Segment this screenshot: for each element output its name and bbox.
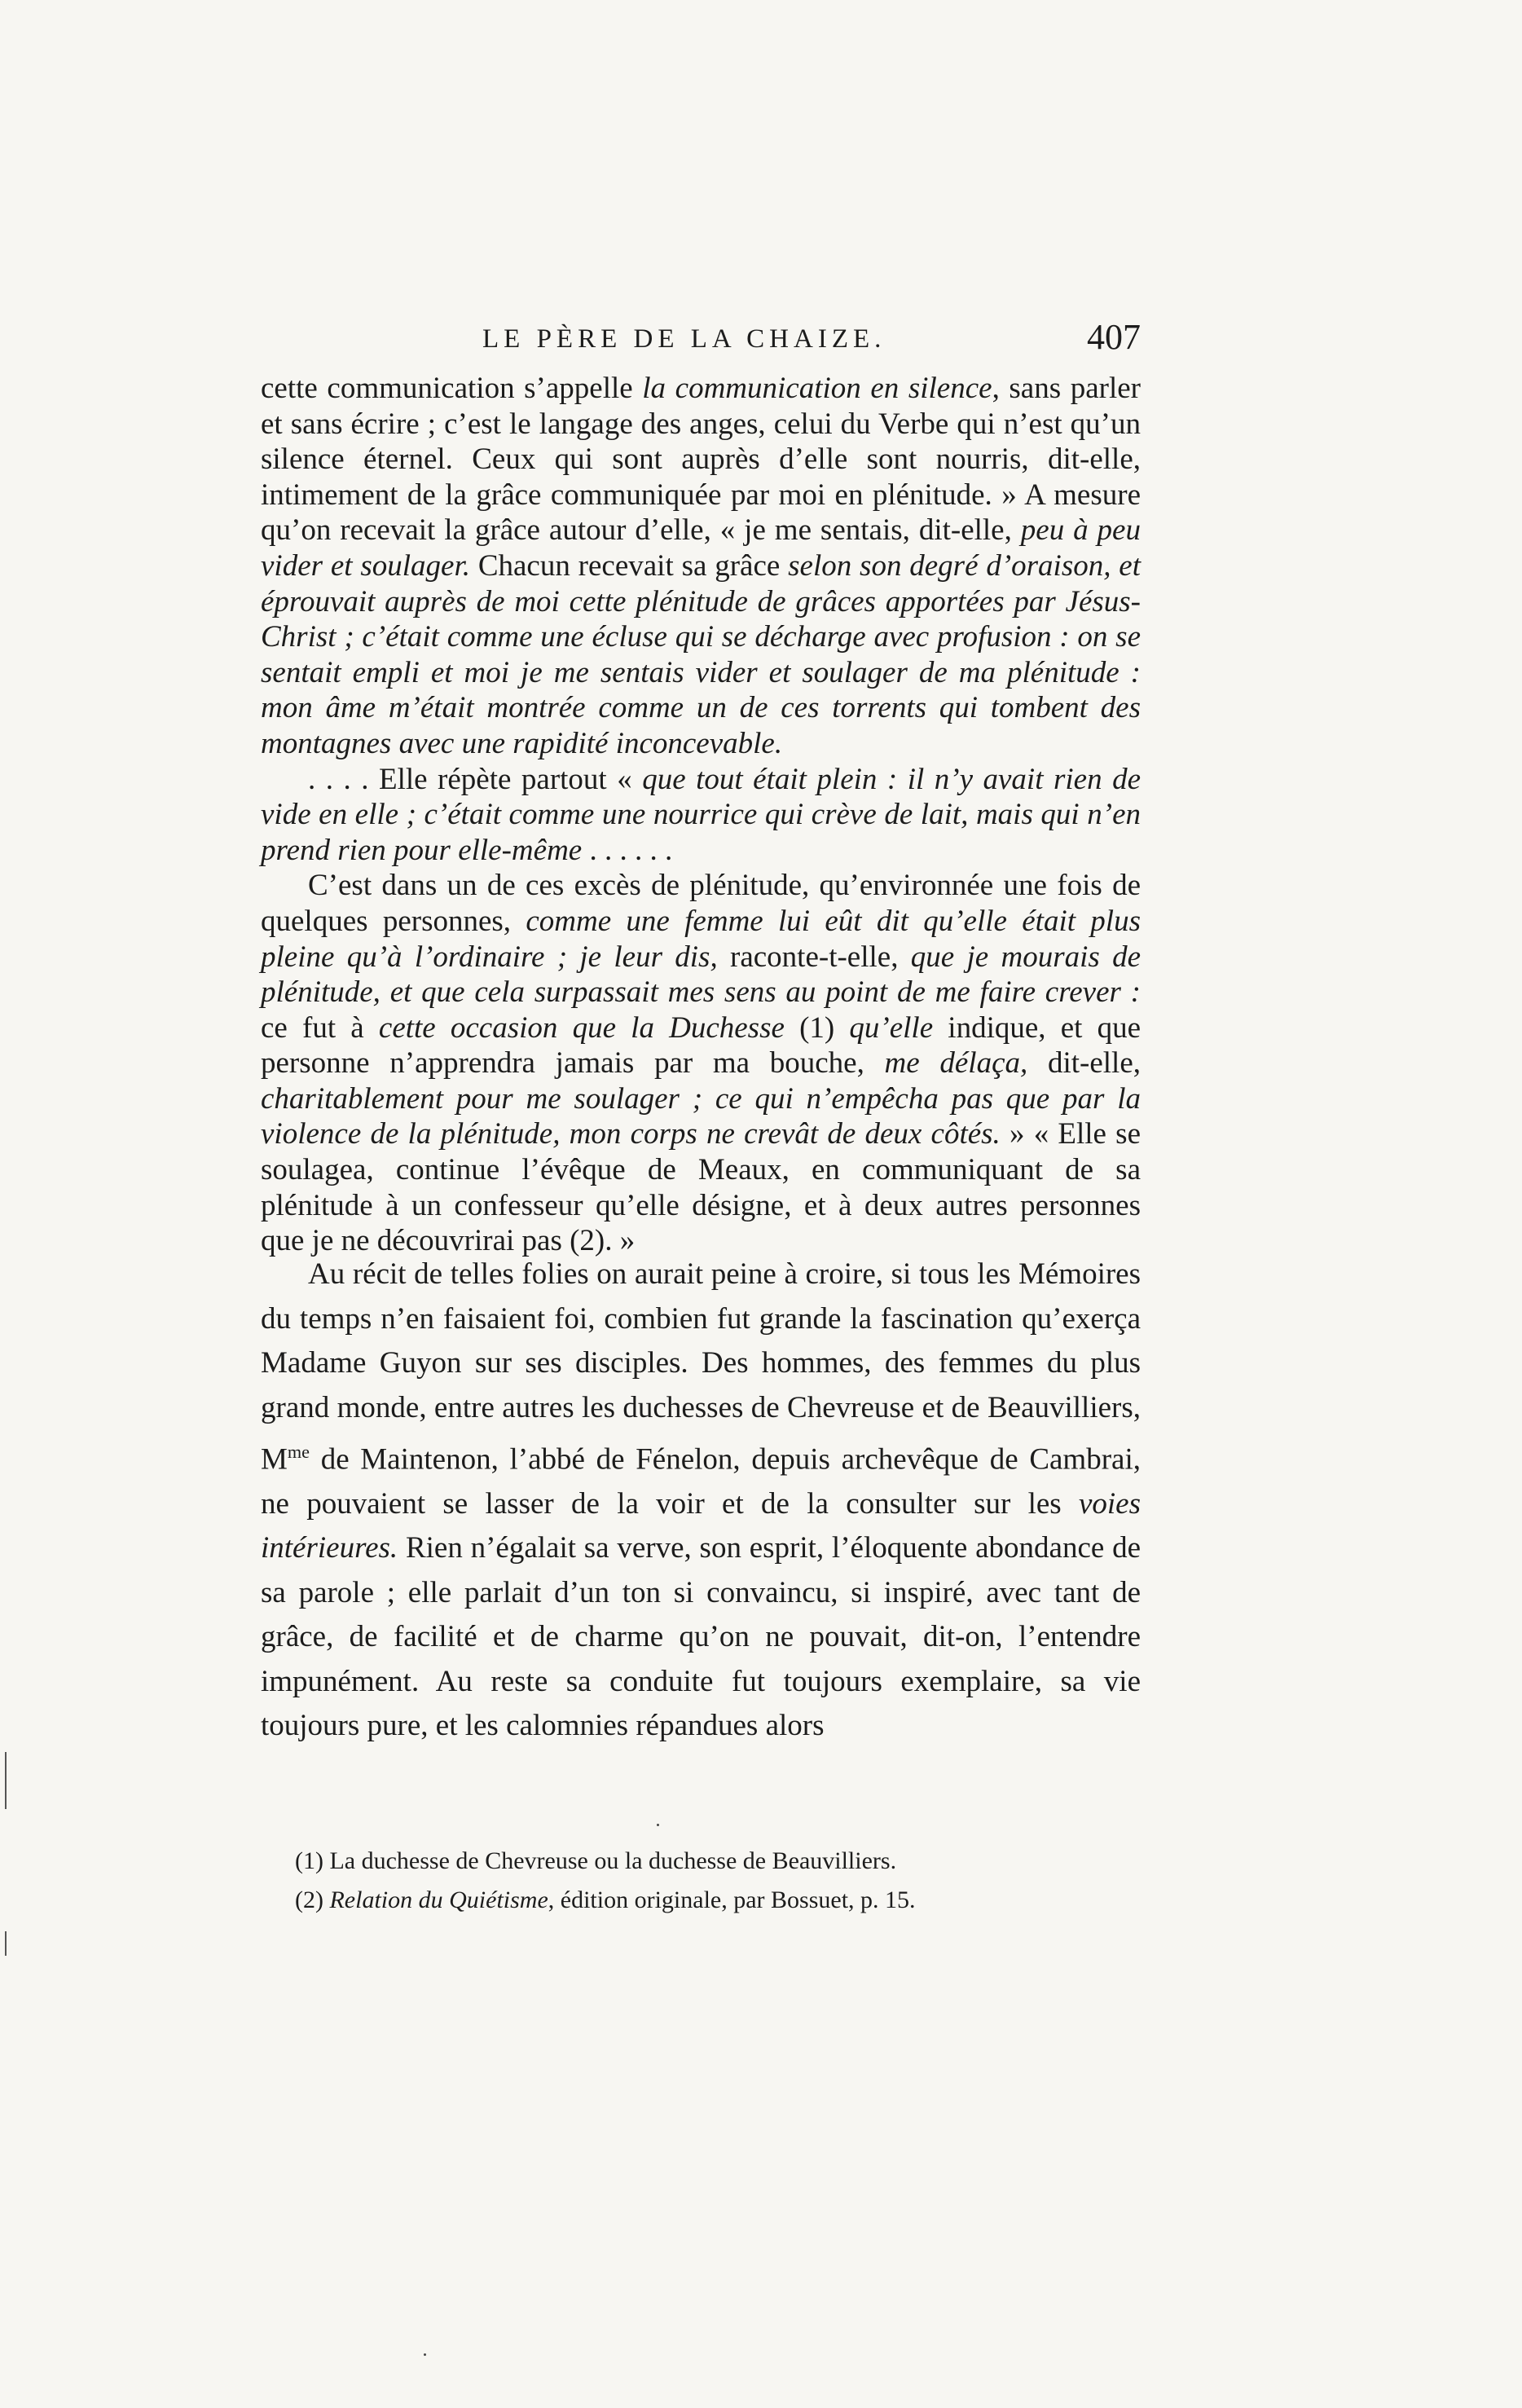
quote-paragraph-3: C’est dans un de ces excès de plénitude, qu’environnée une fois de quelques personnes, comme une femme lui eût dit qu’elle était plus pleine qu’à l’ordinaire ; je leur dis, raconte-t-elle, que je mourais de plénitude, et que cela surpassait mes sens au point de me faire crever : ce fut à cette occasion que la Duchesse (1) qu’elle indique, et que personne n’apprendra jamais par ma bouche, me délaça, dit-elle, charitablement pour me soulager ; ce qui n’empêcha pas que par la violence de la plénitude, mon corps ne crevât de deux côtés. » « Elle se soulagea, continue l’évêque de Meaux, en communiquant de sa plénitude à un confesseur qu’elle désigne, et à deux autres personnes que je ne découvrirai pas (2). » <box>261 869 1141 1258</box>
quoted-passage <box>261 371 1141 1259</box>
running-title: LE PÈRE DE LA CHAIZE. <box>482 324 886 354</box>
scan-margin-mark <box>5 1752 7 1809</box>
page-number: 407 <box>1087 317 1141 357</box>
footnote-2: (2) Relation du Quiétisme, édition originale, par Bossuet, p. 15. <box>295 1886 916 1913</box>
body-paragraph-1: Au récit de telles folies on aurait peine à croire, si tous les Mémoires du temps n’en faisaient foi, combien fut grande la fascination qu’exerça Madame Guyon sur ses disciples. Des hommes, des femmes du plus grand monde, entre autres les duchesses de Chevreuse et de Beauvilliers, $M^{me}$ de Maintenon, l’abbé de Fénelon, depuis archevêque de Cambrai, ne pouvaient se lasser de la voir et de la consulter sur les voies intérieures. Rien n’égalait sa verve, son esprit, l’éloquente abondance de sa parole ; elle parlait d’un ton si convaincu, si inspiré, avec tant de grâce, de facilité et de charme qu’on ne pouvait, dit-on, l’entendre impunément. Au reste sa conduite fut toujours exemplaire, sa vie toujours pure, et les calomnies répandues alors <box>261 1257 1141 1743</box>
running-header <box>261 316 1141 365</box>
body-text <box>261 1252 1141 1749</box>
scan-margin-mark <box>5 1931 7 1956</box>
footnotes <box>295 1842 1142 1920</box>
footnote-1: (1) La duchesse de Chevreuse ou la duchesse de Beauvilliers. <box>295 1847 897 1874</box>
quote-paragraph-1: cette communication s’appelle la communication en silence, sans parler et sans écrire ; c’est le langage des anges, celui du Verbe qui n’est qu’un silence éternel. Ceux qui sont auprès d’elle sont nourris, dit-elle, intimement de la grâce communiquée par moi en plénitude. » A mesure qu’on recevait la grâce autour d’elle, « je me sentais, dit-elle, peu à peu vider et soulager. Chacun recevait sa grâce selon son degré d’oraison, et éprouvait auprès de moi cette plénitude de grâces apportées par Jésus-Christ ; c’était comme une écluse qui se décharge avec profusion : on se sentait empli et moi je me sentais vider et soulager de ma plénitude : mon âme m’était montrée comme un de ces torrents qui tombent des montagnes avec une rapidité inconcevable. <box>261 372 1141 760</box>
quote-paragraph-2: . . . . Elle répète partout « que tout était plein : il n’y avait rien de vide en elle ; c’était comme une nourrice qui crève de lait, mais qui n’en prend rien pour elle-même . . . . . . <box>261 762 1141 867</box>
scan-speck <box>424 2353 426 2356</box>
scan-speck <box>657 1824 659 1826</box>
